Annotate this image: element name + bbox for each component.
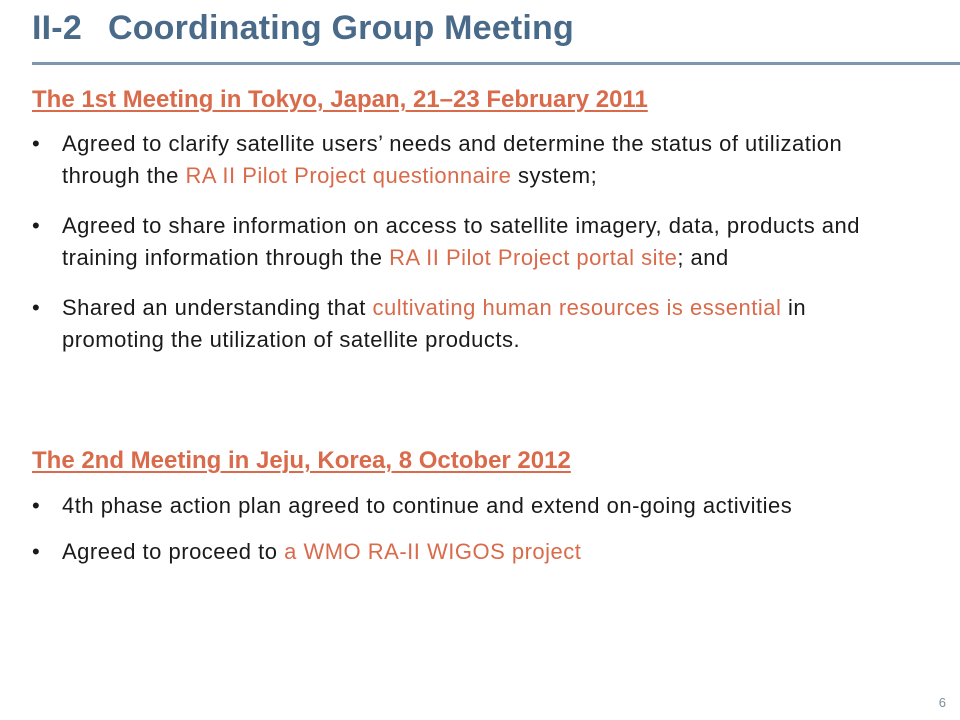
page-number: 6 [938, 695, 946, 710]
slide-title [32, 9, 574, 48]
section2-bullet-list [32, 490, 912, 568]
bullet-icon: • [32, 295, 41, 320]
section1-bullet-list [32, 128, 912, 356]
list-item [32, 536, 912, 568]
list-item [32, 490, 912, 522]
bullet-text: in promoting the utilization of satellite products. [62, 295, 807, 352]
section2-heading: The 2nd Meeting in Jeju, Korea, 8 October 2012 [32, 447, 571, 474]
bullet-text: Shared an understanding that [62, 295, 373, 320]
highlight-text: RA II Pilot Project portal site [389, 245, 678, 270]
bullet-icon: • [32, 131, 41, 156]
bullet-icon: • [32, 213, 41, 238]
section1-heading: The 1st Meeting in Tokyo, Japan, 21–23 February 2011 [32, 86, 648, 113]
bullet-text: Agreed to clarify satellite users’ needs and determine the status of utilization through the [62, 131, 843, 188]
title-divider [32, 62, 960, 65]
list-item [32, 210, 912, 274]
bullet-icon: • [32, 539, 41, 564]
list-item [32, 128, 912, 192]
bullet-text: Agreed to proceed to [62, 539, 285, 564]
highlight-text: RA II Pilot Project questionnaire [185, 163, 512, 188]
highlight-text: a WMO RA-II WIGOS project [284, 539, 582, 564]
list-item [32, 292, 912, 356]
slide-title-text: Coordinating Group Meeting [107, 9, 574, 47]
highlight-text: cultivating human resources is essential [372, 295, 782, 320]
bullet-icon: • [32, 493, 41, 518]
bullet-text: 4th phase action plan agreed to continue and extend on-going activities [62, 493, 793, 518]
slide-title-number: II-2 [32, 9, 82, 47]
bullet-text: system; [511, 163, 598, 188]
bullet-text: ; and [677, 245, 729, 270]
bullet-text: Agreed to share information on access to satellite imagery, data, products and training information through the [62, 213, 861, 270]
